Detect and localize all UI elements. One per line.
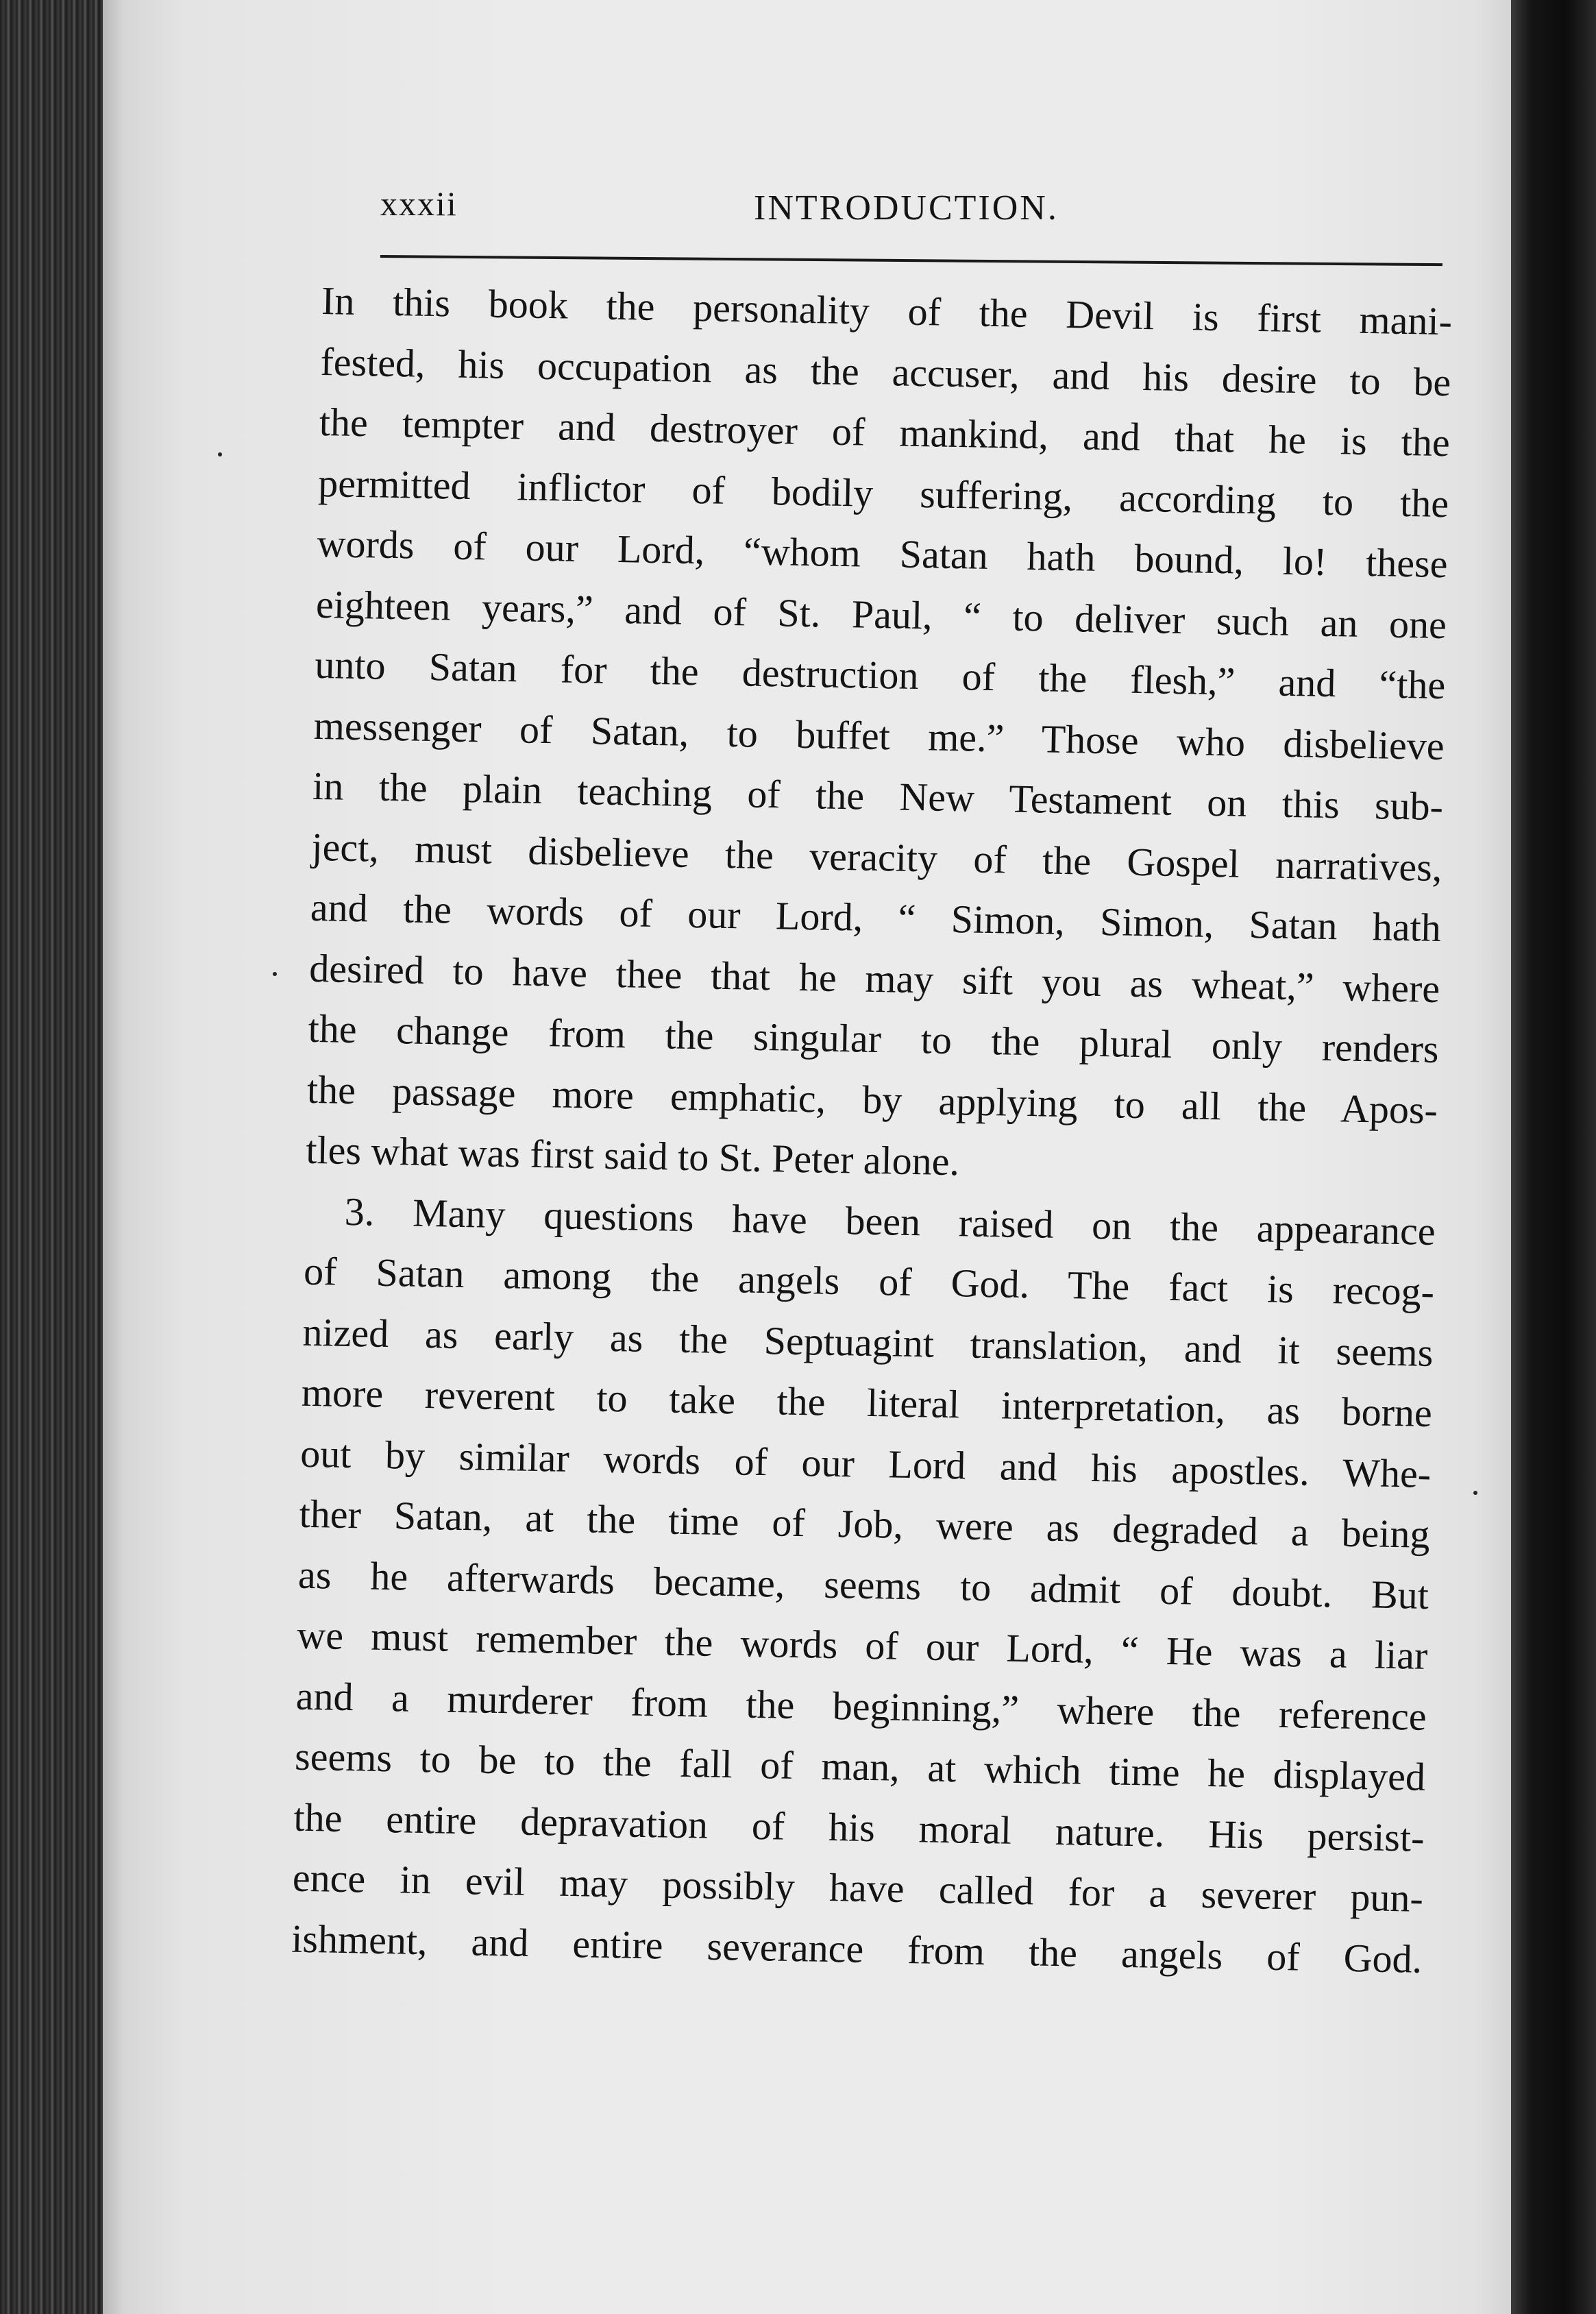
text-line: messenger of Satan, to buffet me.” Those who disbelieve xyxy=(313,703,1445,768)
text-line: ishment, and entire severance from the angels of God. xyxy=(291,1916,1423,1982)
text-line: out by similar words of our Lord and his apostles. Whe- xyxy=(299,1430,1432,1496)
scan-speck xyxy=(218,452,222,456)
book-binding-right xyxy=(1511,0,1596,2314)
text-line: the entire depravation of his moral nature. His persist- xyxy=(293,1794,1425,1860)
text-line: as he afterwards became, seems to admit of doubt. But xyxy=(297,1552,1429,1618)
text-line: words of our Lord, “whom Satan hath bound, lo! these xyxy=(317,520,1449,587)
text-line: seems to be to the fall of man, at which time he displayed xyxy=(294,1733,1426,1799)
text-line: ther Satan, at the time of Job, were as degraded a being xyxy=(299,1491,1431,1557)
body-text xyxy=(291,271,1453,1990)
scan-speck xyxy=(1473,1491,1477,1495)
text-line: and the words of our Lord, “ Simon, Simon, Satan hath xyxy=(310,884,1442,951)
book-edge-left xyxy=(0,0,103,2314)
text-line: of Satan among the angels of God. The fact is recog- xyxy=(303,1248,1435,1314)
text-line: we must remember the words of our Lord, “ He was a liar xyxy=(296,1612,1428,1678)
text-line: permitted inflictor of bodily suffering, according to the xyxy=(317,460,1449,526)
running-head: INTRODUCTION. xyxy=(754,188,1059,228)
text-line: more reverent to take the literal interpretation, as borne xyxy=(301,1369,1433,1435)
text-line: nized as early as the Septuagint translation, and it seems xyxy=(302,1309,1434,1375)
text-line: ject, must disbelieve the veracity of the Gospel narratives, xyxy=(311,824,1442,890)
text-line: the change from the singular to the plural only renders xyxy=(308,1006,1440,1072)
text-line: desired to have thee that he may sift you as wheat,” where xyxy=(308,945,1440,1011)
text-line: the tempter and destroyer of mankind, and that he is the xyxy=(319,399,1451,465)
text-line: eighteen years,” and of St. Paul, “ to deliver such an one xyxy=(315,581,1447,647)
text-line: In this book the personality of the Devil is first mani- xyxy=(321,278,1453,344)
text-line: in the plain teaching of the New Testament on this sub- xyxy=(312,763,1444,829)
text-line: 3. Many questions have been raised on the appearance xyxy=(344,1189,1436,1254)
page-number: xxxii xyxy=(380,184,458,223)
text-line: unto Satan for the destruction of the flesh,” and “the xyxy=(314,642,1446,708)
text-line: fested, his occupation as the accuser, and his desire to be xyxy=(319,339,1451,404)
text-line: the passage more emphatic, by applying to all the Apos- xyxy=(306,1067,1438,1132)
text-line: ence in evil may possibly have called for a severer pun- xyxy=(292,1855,1424,1921)
text-line: tles what was first said to St. Peter alone. xyxy=(305,1127,960,1184)
text-line: and a murderer from the beginning,” where the reference xyxy=(295,1673,1427,1739)
page-header xyxy=(380,184,1449,239)
scan-speck xyxy=(273,972,277,976)
